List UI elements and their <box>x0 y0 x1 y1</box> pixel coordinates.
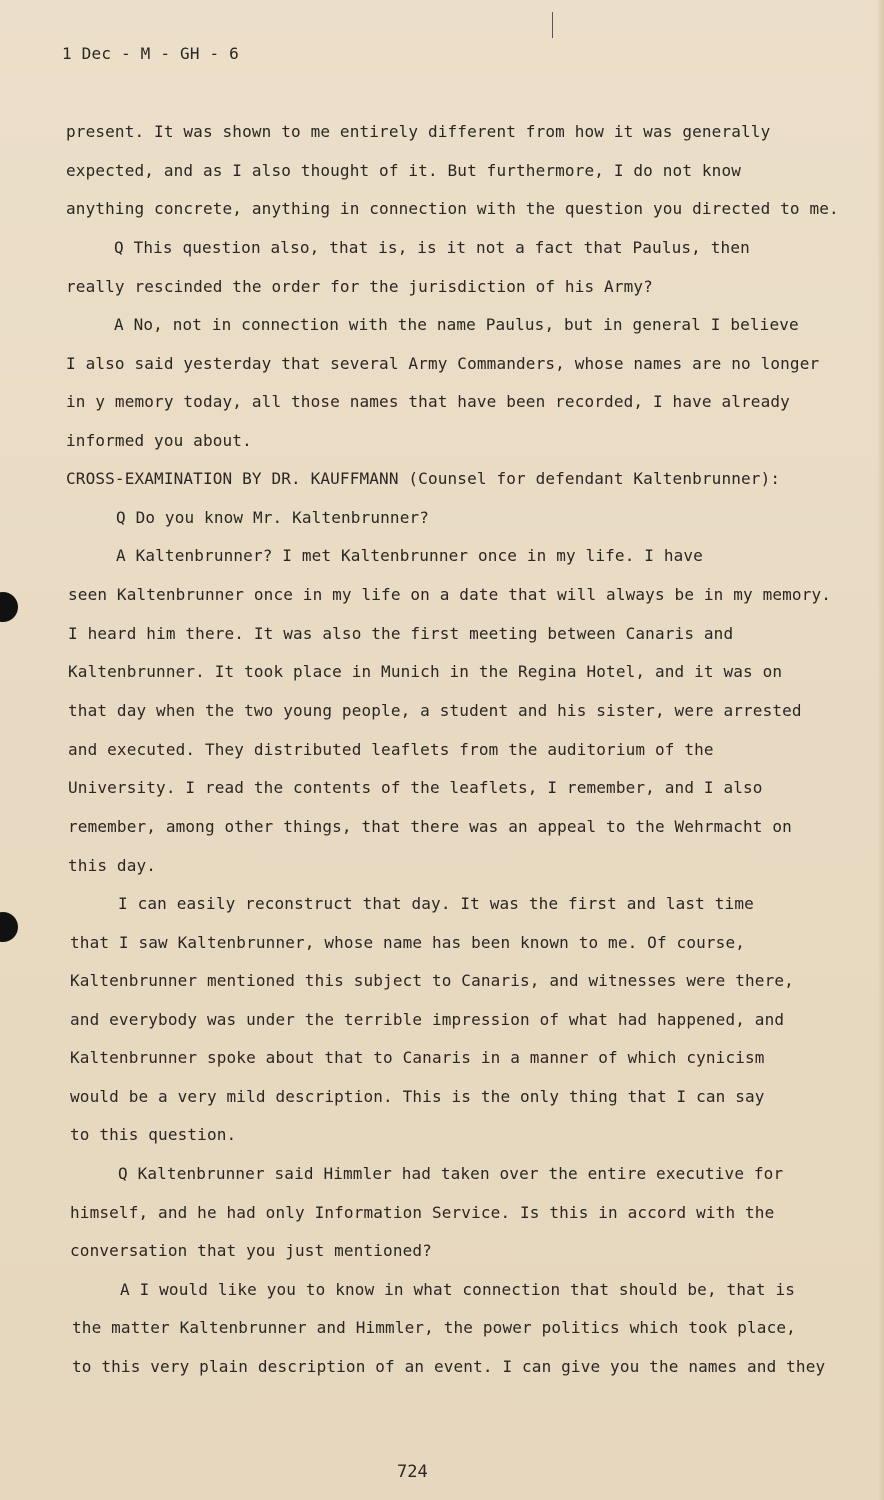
section-heading: CROSS-EXAMINATION BY DR. KAUFFMANN (Counsel for defendant Kaltenbrunner): <box>66 469 781 488</box>
text-line: Q Kaltenbrunner said Himmler had taken over the entire executive for <box>118 1164 784 1183</box>
text-line: Q Do you know Mr. Kaltenbrunner? <box>116 508 430 527</box>
text-line: seen Kaltenbrunner once in my life on a date that will always be in my memory. <box>68 585 832 604</box>
text-line: this day. <box>68 856 157 875</box>
text-line: and executed. They distributed leaflets from the auditorium of the <box>68 740 714 759</box>
text-line: to this very plain description of an event. I can give you the names and they <box>72 1357 826 1376</box>
text-line: and everybody was under the terrible impression of what had happened, and <box>70 1010 785 1029</box>
text-line: expected, and as I also thought of it. But furthermore, I do not know <box>66 161 742 180</box>
text-line: to this question. <box>70 1125 237 1144</box>
text-line: Kaltenbrunner. It took place in Munich in the Regina Hotel, and it was on <box>68 662 783 681</box>
text-line: really rescinded the order for the jurisdiction of his Army? <box>66 277 653 296</box>
text-line: I also said yesterday that several Army Commanders, whose names are no longer <box>66 354 820 373</box>
page-edge <box>878 0 884 1500</box>
text-line: informed you about. <box>66 431 252 450</box>
page-number: 724 <box>397 1462 428 1482</box>
text-line: Kaltenbrunner spoke about that to Canaris in a manner of which cynicism <box>70 1048 765 1067</box>
text-line: I can easily reconstruct that day. It was the first and last time <box>118 894 754 913</box>
text-line: Q This question also, that is, is it not a fact that Paulus, then <box>114 238 750 257</box>
text-line: A No, not in connection with the name Paulus, but in general I believe <box>114 315 799 334</box>
text-line: himself, and he had only Information Service. Is this in accord with the <box>70 1203 775 1222</box>
text-line: A I would like you to know in what connection that should be, that is <box>120 1280 796 1299</box>
text-line: remember, among other things, that there was an appeal to the Wehrmacht on <box>68 817 792 836</box>
text-line: I heard him there. It was also the first meeting between Canaris and <box>68 624 734 643</box>
text-line: Kaltenbrunner mentioned this subject to Canaris, and witnesses were there, <box>70 971 794 990</box>
text-line: A Kaltenbrunner? I met Kaltenbrunner once in my life. I have <box>116 546 703 565</box>
text-line: would be a very mild description. This is the only thing that I can say <box>70 1087 765 1106</box>
text-line: in y memory today, all those names that have been recorded, I have already <box>66 392 790 411</box>
text-line: that I saw Kaltenbrunner, whose name has been known to me. Of course, <box>70 933 746 952</box>
text-line: present. It was shown to me entirely different from how it was generally <box>66 122 771 141</box>
text-line: the matter Kaltenbrunner and Himmler, the power politics which took place, <box>72 1318 796 1337</box>
margin-mark <box>552 12 553 38</box>
text-line: anything concrete, anything in connection with the question you directed to me. <box>66 199 839 218</box>
text-line: that day when the two young people, a student and his sister, were arrested <box>68 701 802 720</box>
text-line: University. I read the contents of the leaflets, I remember, and I also <box>68 778 763 797</box>
page-header: 1 Dec - M - GH - 6 <box>62 44 239 63</box>
text-line: conversation that you just mentioned? <box>70 1241 432 1260</box>
